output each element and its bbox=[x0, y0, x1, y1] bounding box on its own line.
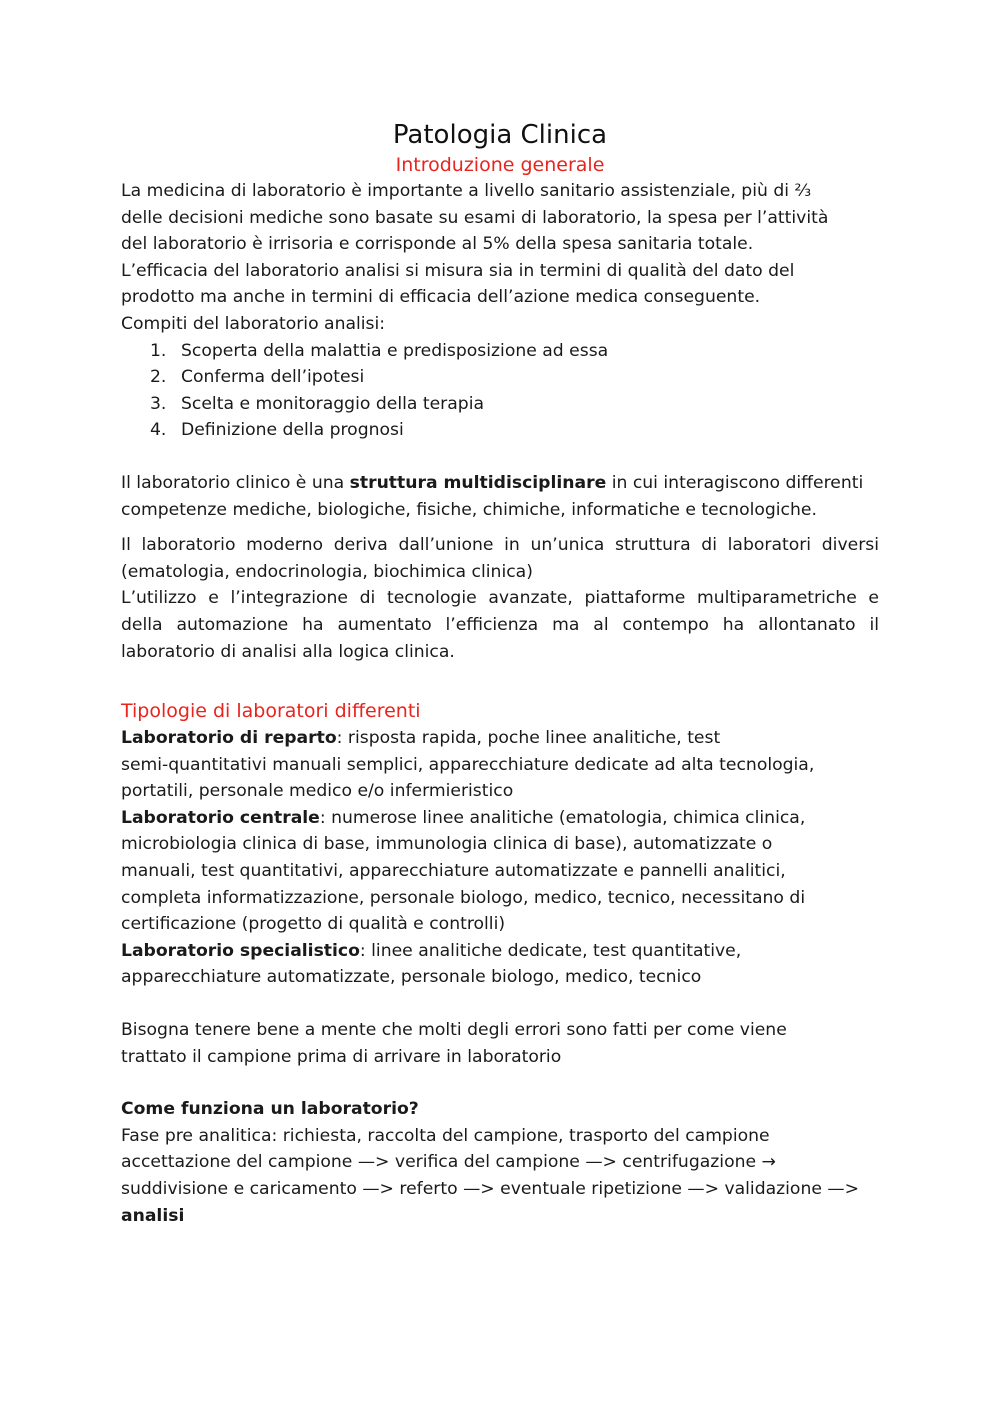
list-item-text: Conferma dell’ipotesi bbox=[181, 367, 365, 388]
list-item bbox=[121, 417, 879, 444]
text-line: laboratorio di analisi alla logica clinica. bbox=[121, 641, 455, 662]
text-line: certificazione (progetto di qualità e controlli) bbox=[121, 914, 506, 935]
text-line: della automazione ha aumentato l’efficienza ma al contempo ha allontanato il bbox=[121, 614, 879, 635]
text-span: Il laboratorio clinico è una bbox=[121, 472, 350, 493]
text-line: (ematologia, endocrinologia, biochimica clinica) bbox=[121, 561, 533, 582]
section-heading-how bbox=[121, 1096, 879, 1123]
bold-term: analisi bbox=[121, 1205, 185, 1226]
how-it-works-section bbox=[121, 1096, 879, 1229]
text-line: Bisogna tenere bene a mente che molti degli errori sono fatti per come viene bbox=[121, 1020, 787, 1041]
text-line: apparecchiature automatizzate, personale biologo, medico, tecnico bbox=[121, 967, 702, 988]
bold-term: Laboratorio centrale bbox=[121, 807, 320, 828]
text-span: : numerose linee analitiche (ematologia, chimica clinica, bbox=[319, 807, 806, 828]
text-line: completa informatizzazione, personale biologo, medico, tecnico, necessitano di bbox=[121, 887, 806, 908]
text-line: L’utilizzo e l’integrazione di tecnologie avanzate, piattaforme multiparametriche e bbox=[121, 588, 879, 609]
section-heading-types: Tipologie di laboratori differenti bbox=[121, 700, 421, 723]
text-line: competenze mediche, biologiche, fisiche, chimiche, informatiche e tecnologiche. bbox=[121, 499, 817, 520]
text-line: prodotto ma anche in termini di efficacia dell’azione medica conseguente. bbox=[121, 287, 761, 308]
text-line bbox=[121, 805, 879, 832]
text-line: Compiti del laboratorio analisi: bbox=[121, 313, 386, 334]
list-item bbox=[121, 364, 879, 391]
bold-heading: Come funziona un laboratorio? bbox=[121, 1099, 419, 1120]
document-title: Patologia Clinica bbox=[392, 120, 608, 150]
text-line: manuali, test quantitativi, apparecchiature automatizzate e pannelli analitici, bbox=[121, 861, 786, 882]
bold-term: struttura multidisciplinare bbox=[349, 472, 607, 493]
modern-lab-paragraph bbox=[121, 532, 879, 665]
text-line: L’efficacia del laboratorio analisi si misura sia in termini di qualità del dato del bbox=[121, 260, 795, 281]
list-number: 3. bbox=[150, 393, 167, 414]
list-item-text: Scelta e monitoraggio della terapia bbox=[181, 393, 484, 414]
list-item-text: Definizione della prognosi bbox=[181, 420, 404, 441]
text-line: microbiologia clinica di base, immunologia clinica di base), automatizzate o bbox=[121, 834, 773, 855]
text-line: Fase pre analitica: richiesta, raccolta del campione, trasporto del campione bbox=[121, 1125, 770, 1146]
section-subtitle: Introduzione generale bbox=[395, 154, 605, 176]
text-line bbox=[121, 1203, 879, 1230]
bold-term: Laboratorio specialistico bbox=[121, 940, 360, 961]
text-line: delle decisioni mediche sono basate su esami di laboratorio, la spesa per l’attività bbox=[121, 207, 829, 228]
text-line: trattato il campione prima di arrivare in laboratorio bbox=[121, 1046, 562, 1067]
text-span: : linee analitiche dedicate, test quantitative, bbox=[359, 940, 742, 961]
text-line: semi-quantitativi manuali semplici, apparecchiature dedicate ad alta tecnologia, bbox=[121, 754, 815, 775]
text-line: suddivisione e caricamento —> referto —> eventuale ripetizione —> validazione —> bbox=[121, 1179, 859, 1199]
lab-types-list bbox=[121, 725, 879, 991]
text-line: Il laboratorio moderno deriva dall’unione in un’unica struttura di laboratori diversi bbox=[121, 535, 879, 556]
list-number: 2. bbox=[150, 367, 167, 388]
text-line: accettazione del campione —> verifica del campione —> centrifugazione → bbox=[121, 1152, 776, 1173]
text-span: : risposta rapida, poche linee analitiche, test bbox=[336, 728, 721, 749]
text-line bbox=[121, 938, 879, 965]
bold-term: Laboratorio di reparto bbox=[121, 728, 337, 749]
tasks-list bbox=[121, 338, 879, 444]
text-line bbox=[121, 725, 879, 752]
errors-paragraph bbox=[121, 1017, 879, 1070]
text-line: del laboratorio è irrisoria e corrisponde al 5% della spesa sanitaria totale. bbox=[121, 234, 754, 255]
list-number: 4. bbox=[150, 420, 167, 441]
list-item bbox=[121, 338, 879, 365]
multidisciplinary-paragraph bbox=[121, 470, 879, 523]
text-line: portatili, personale medico e/o infermieristico bbox=[121, 781, 514, 802]
list-item-text: Scoperta della malattia e predisposizione ad essa bbox=[181, 340, 609, 361]
text-line: La medicina di laboratorio è importante a livello sanitario assistenziale, più di ⅔ bbox=[121, 181, 812, 201]
list-item bbox=[121, 391, 879, 418]
intro-paragraph bbox=[121, 178, 879, 338]
list-number: 1. bbox=[150, 340, 167, 361]
text-line bbox=[121, 470, 879, 497]
text-span: in cui interagiscono differenti bbox=[606, 472, 864, 493]
